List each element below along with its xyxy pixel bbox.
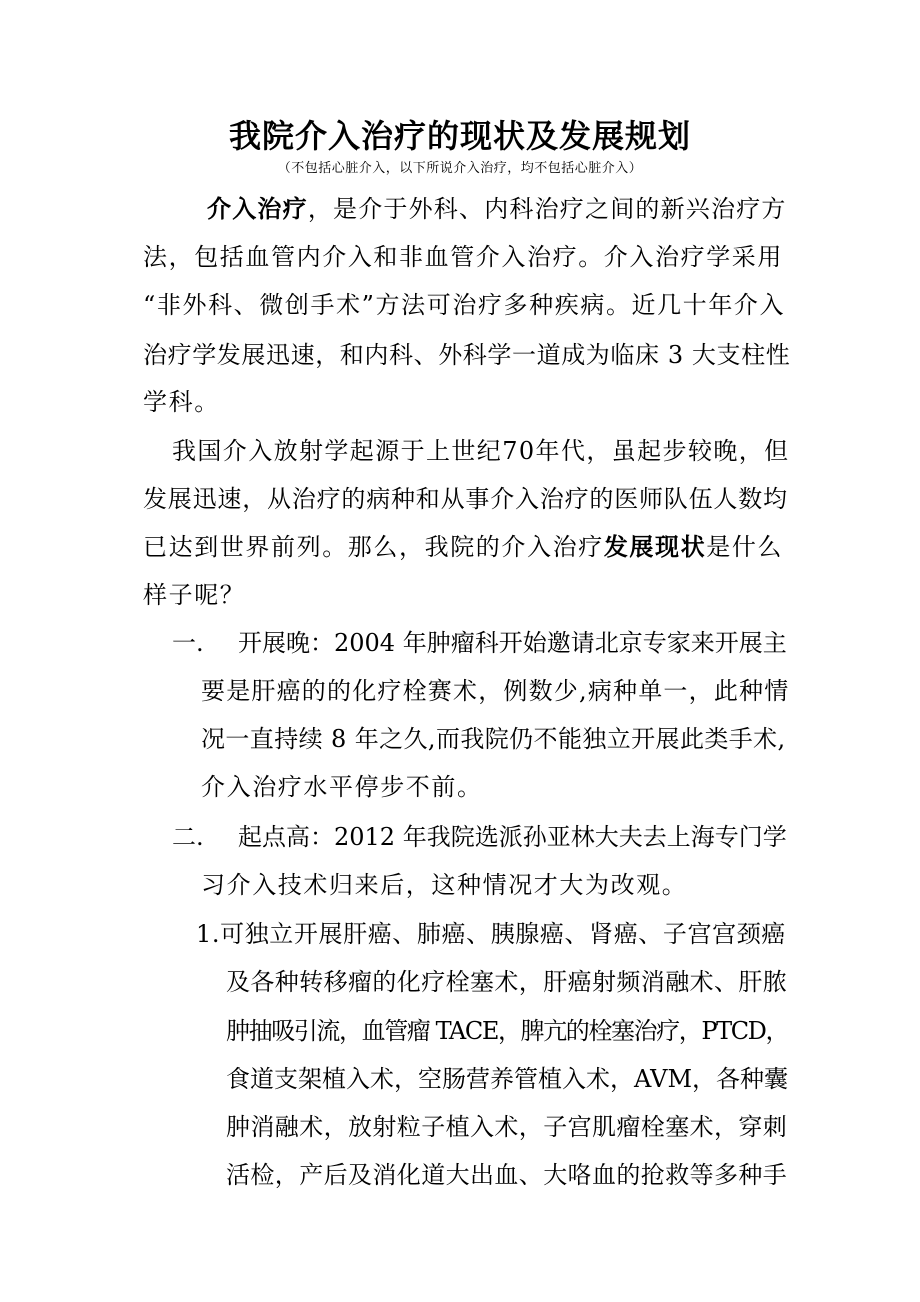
sub1-line6: 活检，产后及消化道大出血、大咯血的抢救等多种手 (226, 1161, 788, 1189)
sub1-line1: 1.可独立开展肝癌、肺癌、胰腺癌、肾癌、子宫宫颈癌 (196, 920, 786, 948)
para1-bold-lead: 介入治疗 (207, 194, 308, 223)
item1-marker: 一. (172, 629, 204, 657)
para2-line3-post: 是什么 (706, 533, 784, 561)
para2-line4: 样子呢？ (143, 581, 246, 609)
para1-line2: 法，包括血管内介入和非血管介入治疗。介入治疗学采用 (143, 243, 783, 271)
para1-line4: 治疗学发展迅速，和内科、外科学一道成为临床 3 大支柱性 (143, 341, 791, 369)
sub1-line4: 食道支架植入术，空肠营养管植入术，AVM，各种囊 (226, 1065, 789, 1093)
item2-marker: 二. (172, 823, 204, 851)
item1-line2: 要是肝癌的的化疗栓赛术，例数少,病种单一，此种情 (201, 677, 790, 705)
sub1-line3: 肿抽吸引流，血管瘤 TACE，脾亢的栓塞治疗，PTCD， (226, 1017, 789, 1045)
para1-line5: 学科。 (143, 388, 220, 416)
item1-line1: 开展晚：2004 年肿瘤科开始邀请北京专家来开展主 (238, 629, 787, 657)
para2-line1: 我国介入放射学起源于上世纪70年代，虽起步较晚，但 (172, 437, 790, 465)
page-subtitle: （不包括心脏介入，以下所说介入治疗，均不包括心脏介入） (277, 161, 643, 176)
para1-line1 (207, 192, 787, 226)
para2-line3-bold: 发展现状 (603, 532, 707, 561)
sub1-line5: 肿消融术，放射粒子植入术，子宫肌瘤栓塞术，穿刺 (226, 1113, 788, 1141)
para2-line3-pre: 已达到世界前列。那么，我院的介入治疗 (143, 533, 604, 561)
item1-line4: 介入治疗水平停步不前。 (201, 773, 483, 801)
page-title: 我院介入治疗的现状及发展规划 (228, 117, 691, 155)
para2-line3 (143, 530, 783, 564)
sub1-line2: 及各种转移瘤的化疗栓塞术，肝癌射频消融术、肝脓 (226, 968, 788, 996)
item2-line2: 习介入技术归来后，这种情况才大为改观。 (201, 871, 688, 899)
para1-line1-text: ，是介于外科、内科治疗之间的新兴治疗方 (307, 195, 787, 223)
item1-line3: 况一直持续 8 年之久,而我院仍不能独立开展此类手术, (201, 725, 786, 753)
para1-line3: “非外科、微创手术”方法可治疗多种疾病。近几十年介入 (143, 291, 786, 319)
para2-line2: 发展迅速，从治疗的病种和从事介入治疗的医师队伍人数均 (143, 485, 788, 513)
item2-line1: 起点高：2012 年我院选派孙亚林大夫去上海专门学 (238, 823, 787, 851)
